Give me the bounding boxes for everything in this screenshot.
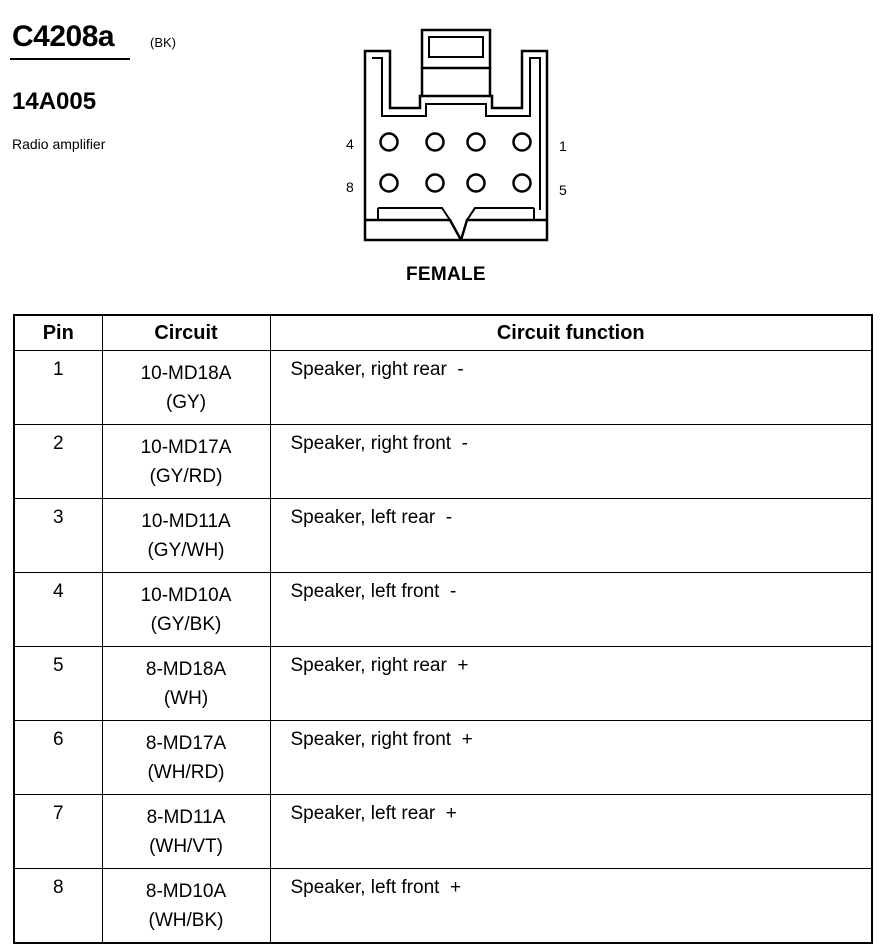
connector-bottom-key-inner [378,208,534,220]
wire-color: (WH/VT) [149,836,223,857]
column-header-circuit: Circuit [102,315,270,351]
circuit-cell [102,721,270,795]
pin-cavity-5 [514,175,531,192]
pin-label-bottom-right: 5 [559,182,567,198]
circuit-code: 10-MD10A [140,585,232,606]
pin-cavity-3 [427,134,444,151]
table-header-row [14,315,872,351]
wire-color: (WH/BK) [148,910,224,931]
connector-gender-label: FEMALE [406,264,486,285]
circuit-function-cell: Speaker, left front + [270,869,872,944]
table-row [14,499,872,573]
pin-number-cell: 1 [14,351,102,425]
circuit-function-cell: Speaker, left front - [270,573,872,647]
pin-cavity-2 [468,134,485,151]
table-row [14,351,872,425]
pin-cavity-6 [468,175,485,192]
table-row [14,647,872,721]
circuit-cell [102,869,270,944]
part-number: 14A005 [12,88,97,115]
pin-label-top-right: 1 [559,138,567,154]
pin-number-cell: 3 [14,499,102,573]
locking-tab [422,30,490,68]
connector-id: C4208a [12,20,115,53]
pin-cavity-8 [381,175,398,192]
column-header-pin: Pin [14,315,102,351]
pin-number-cell: 4 [14,573,102,647]
wire-color: (GY) [165,392,207,413]
pin-label-bottom-left: 8 [346,179,354,195]
locking-tab-inner [429,37,483,57]
circuit-function-cell: Speaker, right rear - [270,351,872,425]
pin-number-cell: 8 [14,869,102,944]
wire-color: (GY/BK) [150,614,222,635]
pin-number-cell: 2 [14,425,102,499]
pin-label-top-left: 4 [346,136,354,152]
circuit-function-cell: Speaker, right front - [270,425,872,499]
connector-color-code: (BK) [150,35,176,50]
table-row [14,795,872,869]
table-row [14,573,872,647]
circuit-cell [102,647,270,721]
connector-housing-outline [365,51,547,240]
circuit-code: 10-MD17A [140,437,232,458]
wire-color: (GY/RD) [149,466,223,487]
wire-color: (WH) [163,688,209,709]
pinout-table [13,314,873,944]
circuit-function-cell: Speaker, right rear + [270,647,872,721]
circuit-code: 8-MD17A [145,733,227,754]
component-name: Radio amplifier [12,136,106,152]
circuit-cell [102,499,270,573]
circuit-code: 8-MD18A [145,659,227,680]
pin-number-cell: 7 [14,795,102,869]
wire-color: (WH/RD) [147,762,225,783]
pin-number-cell: 5 [14,647,102,721]
circuit-function-cell: Speaker, left rear + [270,795,872,869]
connector-diagram [330,20,580,252]
wire-color: (GY/WH) [147,540,225,561]
circuit-function-cell: Speaker, left rear - [270,499,872,573]
circuit-cell [102,573,270,647]
table-row [14,721,872,795]
circuit-code: 8-MD10A [145,881,227,902]
pinout-table-body [14,351,872,944]
connector-bottom-key [365,220,547,240]
circuit-cell [102,425,270,499]
pin-cavity-1 [514,134,531,151]
pin-cavity-4 [381,134,398,151]
table-row [14,869,872,944]
circuit-cell [102,351,270,425]
table-row [14,425,872,499]
pin-cavity-7 [427,175,444,192]
circuit-code: 8-MD11A [146,807,226,828]
circuit-cell [102,795,270,869]
circuit-function-cell: Speaker, right front + [270,721,872,795]
pin-number-cell: 6 [14,721,102,795]
column-header-function: Circuit function [270,315,872,351]
circuit-code: 10-MD11A [141,511,231,532]
circuit-code: 10-MD18A [140,363,232,384]
connector-id-underline [10,58,130,60]
